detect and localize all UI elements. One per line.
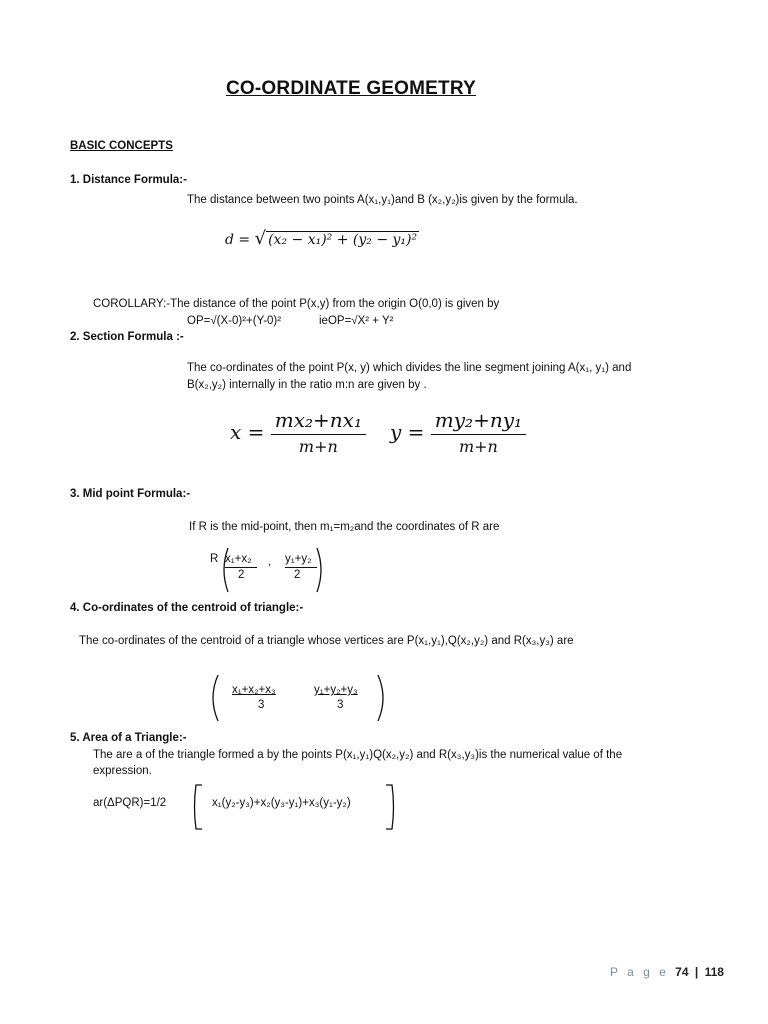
section-formula-text-2: B(x₂,y₂) internally in the ratio m:n are given by . <box>187 379 427 391</box>
corollary-op2: ieOP=√X² + Y² <box>319 315 394 327</box>
page-total: 118 <box>704 965 724 979</box>
centroid-y-numerator: y₁+y₂+y₃ <box>314 684 358 696</box>
centroid-x-denominator: 3 <box>258 699 265 711</box>
midpoint-y-denominator: 2 <box>294 569 301 581</box>
distance-formula-heading: 1. Distance Formula:- <box>70 174 187 186</box>
section-x-numerator: mx₂+nx₁ <box>271 408 366 435</box>
section-formula-x <box>230 408 366 456</box>
distance-formula-lhs: d = <box>225 232 251 248</box>
section-y-lhs: y = <box>390 420 425 444</box>
midpoint-text: If R is the mid-point, then m₁=m₂and the coordinates of R are <box>189 521 500 533</box>
page-separator: | <box>694 965 699 979</box>
right-bracket-icon <box>384 783 398 831</box>
centroid-text: The co-ordinates of the centroid of a triangle whose vertices are P(x₁,y₁),Q(x₂,y₂) and R(x₃,y₃) are <box>79 635 574 647</box>
midpoint-x-bar <box>225 567 257 568</box>
page-number: 74 <box>675 965 689 979</box>
page-word: P a g e <box>610 965 669 979</box>
distance-formula-radicand: (x₂ − x₁)² + (y₂ − y₁)² <box>268 232 418 248</box>
centroid-y-denominator: 3 <box>337 699 344 711</box>
midpoint-x-numerator: x₁+x₂ <box>225 553 252 565</box>
centroid-heading: 4. Co-ordinates of the centroid of triangle:- <box>70 602 304 614</box>
basic-concepts-heading: BASIC CONCEPTS <box>70 140 173 152</box>
corollary-op1: OP=√(X-0)²+(Y-0)² <box>187 315 282 327</box>
distance-formula <box>225 228 419 249</box>
page-title: CO-ORDINATE GEOMETRY <box>226 78 476 99</box>
right-paren-icon <box>376 673 390 723</box>
section-formula-heading: 2. Section Formula :- <box>70 331 184 343</box>
right-paren-icon <box>315 546 327 594</box>
left-bracket-icon <box>190 783 204 831</box>
midpoint-r-label: R <box>210 553 219 565</box>
distance-formula-text: The distance between two points A(x₁,y₁)and B (x₂,y₂)is given by the formula. <box>187 194 578 206</box>
corollary-text: COROLLARY:-The distance of the point P(x,y) from the origin O(0,0) is given by <box>93 298 500 310</box>
section-y-numerator: my₂+ny₁ <box>431 408 526 435</box>
section-x-fraction <box>271 408 366 456</box>
left-paren-icon <box>206 673 220 723</box>
area-triangle-text-1: The are a of the triangle formed a by the points P(x₁,y₁)Q(x₂,y₂) and R(x₃,y₃)is the numerical value of the <box>93 749 623 761</box>
section-formula-y <box>390 408 526 456</box>
section-y-fraction <box>431 408 526 456</box>
area-triangle-text-2: expression. <box>93 765 152 777</box>
section-x-lhs: x = <box>230 420 265 444</box>
sqrt-icon: √ <box>254 228 267 249</box>
area-triangle-expression: x₁(y₂-y₃)+x₂(y₃-y₁)+x₃(y₁-y₂) <box>212 797 351 809</box>
centroid-x-numerator: x₁+x₂+x₃ <box>232 684 276 696</box>
midpoint-y-bar <box>285 567 317 568</box>
section-x-denominator: m+n <box>298 437 338 456</box>
midpoint-x-denominator: 2 <box>238 569 245 581</box>
area-triangle-lhs: ar(ΔPQR)=1/2 <box>93 797 167 809</box>
section-formula-text-1: The co-ordinates of the point P(x, y) which divides the line segment joining A(x₁, y₁) and <box>187 362 632 374</box>
midpoint-y-numerator: y₁+y₂ <box>285 553 312 565</box>
midpoint-formula-heading: 3. Mid point Formula:- <box>70 488 191 500</box>
page-footer <box>610 965 724 979</box>
area-triangle-heading: 5. Area of a Triangle:- <box>70 732 187 744</box>
section-y-denominator: m+n <box>458 437 498 456</box>
midpoint-comma: , <box>268 556 272 568</box>
